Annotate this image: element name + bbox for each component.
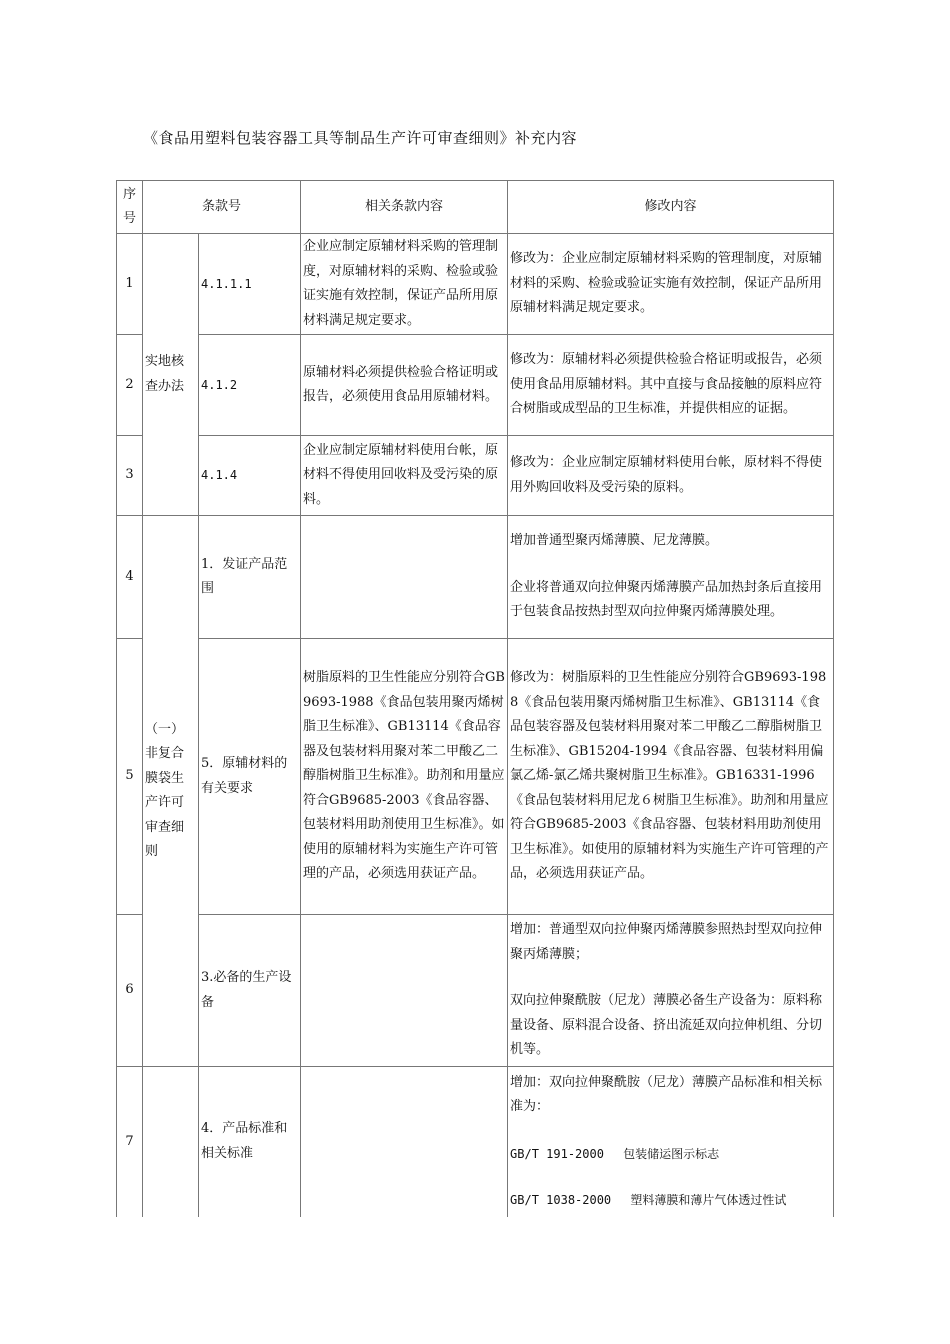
table-row: [117, 516, 834, 639]
group-cell-empty: [143, 1067, 199, 1217]
row-modified: [508, 436, 834, 516]
header-modified: 修改内容: [508, 181, 834, 234]
table-row: [117, 234, 834, 335]
group-cell-inspection: 实地核查办法: [143, 234, 199, 516]
row-seq: 5: [117, 639, 143, 915]
row-seq: 3: [117, 436, 143, 516]
modified-paragraph: 修改为：企业应制定原辅材料使用台帐，原材料不得使用外购回收料及受污染的原料。: [510, 455, 823, 495]
row-modified: [508, 639, 834, 915]
row-related: 企业应制定原辅材料采购的管理制度，对原辅材料的采购、检验或验证实施有效控制，保证产品所用原材料满足规定要求。: [301, 234, 508, 335]
row-modified: [508, 335, 834, 436]
row-clause: 4．产品标准和相关标准: [199, 1067, 301, 1217]
modified-paragraph: 修改为：企业应制定原辅材料采购的管理制度，对原辅材料的采购、检验或验证实施有效控制，保证产品所用原辅材料满足规定要求。: [510, 251, 823, 316]
row-clause: 5．原辅材料的有关要求: [199, 639, 301, 915]
modified-paragraph: 修改为：原辅材料必须提供检验合格证明或报告，必须使用食品用原辅材料。其中直接与食品接触的原料应符合树脂或成型品的卫生标准，并提供相应的证据。: [510, 352, 823, 417]
row-related: 树脂原料的卫生性能应分别符合GB9693-1988《食品包装用聚丙烯树脂卫生标准》、GB13114《食品容器及包装材料用聚对苯二甲酸乙二醇脂树脂卫生标准》。助剂和用量应符合GB9685-2003《食品容器、包装材料用助剂使用卫生标准》。如使用的原辅材料为实施生产许可管理的产品，必须选用获证产品。: [301, 639, 508, 915]
standard-line: GB/T 1038-2000 塑料薄膜和薄片气体透过性试: [510, 1193, 787, 1208]
header-seq: 序号: [117, 181, 143, 234]
modified-paragraph: 双向拉伸聚酰胺（尼龙）薄膜必备生产设备为：原料称量设备、原料混合设备、挤出流延双向拉伸机组、分切机等。: [510, 993, 823, 1058]
row-clause: 4.1.2: [199, 335, 301, 436]
row-related: [301, 516, 508, 639]
row-modified: [508, 234, 834, 335]
table-row: [117, 335, 834, 436]
row-seq: 7: [117, 1067, 143, 1217]
row-clause: 4.1.1.1: [199, 234, 301, 335]
page-title: 《食品用塑料包装容器工具等制品生产许可审查细则》补充内容: [143, 129, 578, 147]
modified-paragraph: 增加：双向拉伸聚酰胺（尼龙）薄膜产品标准和相关标准为：: [510, 1074, 823, 1115]
group-cell-non-composite-film: （一）非复合膜袋生产许可审查细则: [143, 516, 199, 1067]
row-related: 企业应制定原辅材料使用台帐，原材料不得使用回收料及受污染的原料。: [301, 436, 508, 516]
row-related: [301, 915, 508, 1067]
row-modified: [508, 915, 834, 1067]
header-related: 相关条款内容: [301, 181, 508, 234]
row-modified: [508, 516, 834, 639]
header-clause: 条款号: [143, 181, 301, 234]
modified-paragraph: 增加普通型聚丙烯薄膜、尼龙薄膜。: [510, 533, 719, 549]
table-row: [117, 1067, 834, 1217]
row-clause: 1．发证产品范围: [199, 516, 301, 639]
row-related: 原辅材料必须提供检验合格证明或报告，必须使用食品用原辅材料。: [301, 335, 508, 436]
row-related: [301, 1067, 508, 1217]
modified-paragraph: 企业将普通双向拉伸聚丙烯薄膜产品加热封条后直接用于包装食品按热封型双向拉伸聚丙烯薄膜处理。: [510, 579, 823, 620]
table-row: [117, 639, 834, 915]
table-header-row: [117, 181, 834, 234]
table-row: [117, 915, 834, 1067]
row-clause: 4.1.4: [199, 436, 301, 516]
row-seq: 1: [117, 234, 143, 335]
row-seq: 4: [117, 516, 143, 639]
table-row: [117, 436, 834, 516]
modified-paragraph: 增加：普通型双向拉伸聚丙烯薄膜参照热封型双向拉伸聚丙烯薄膜；: [510, 922, 823, 962]
row-modified: [508, 1067, 834, 1217]
row-seq: 2: [117, 335, 143, 436]
standard-line: GB/T 191-2000 包装储运图示标志: [510, 1146, 720, 1161]
row-seq: 6: [117, 915, 143, 1067]
row-clause: 3.必备的生产设备: [199, 915, 301, 1067]
modified-paragraph: 修改为：树脂原料的卫生性能应分别符合GB9693-1988《食品包装用聚丙烯树脂卫生标准》、GB13114《食品包装容器及包装材料用聚对苯二甲酸乙二醇脂树脂卫生标准》、GB15204-1994《食品容器、包装材料用偏氯乙烯-氯乙烯共聚树脂卫生标准》。GB16331-1996《食品包装材料用尼龙６树脂卫生标准》。助剂和用量应符合GB9685-2003《食品容器、包装材料用助剂使用卫生标准》。如使用的原辅材料为实施生产许可管理的产品，必须选用获证产品。: [510, 670, 829, 882]
supplement-table: [116, 180, 834, 1217]
